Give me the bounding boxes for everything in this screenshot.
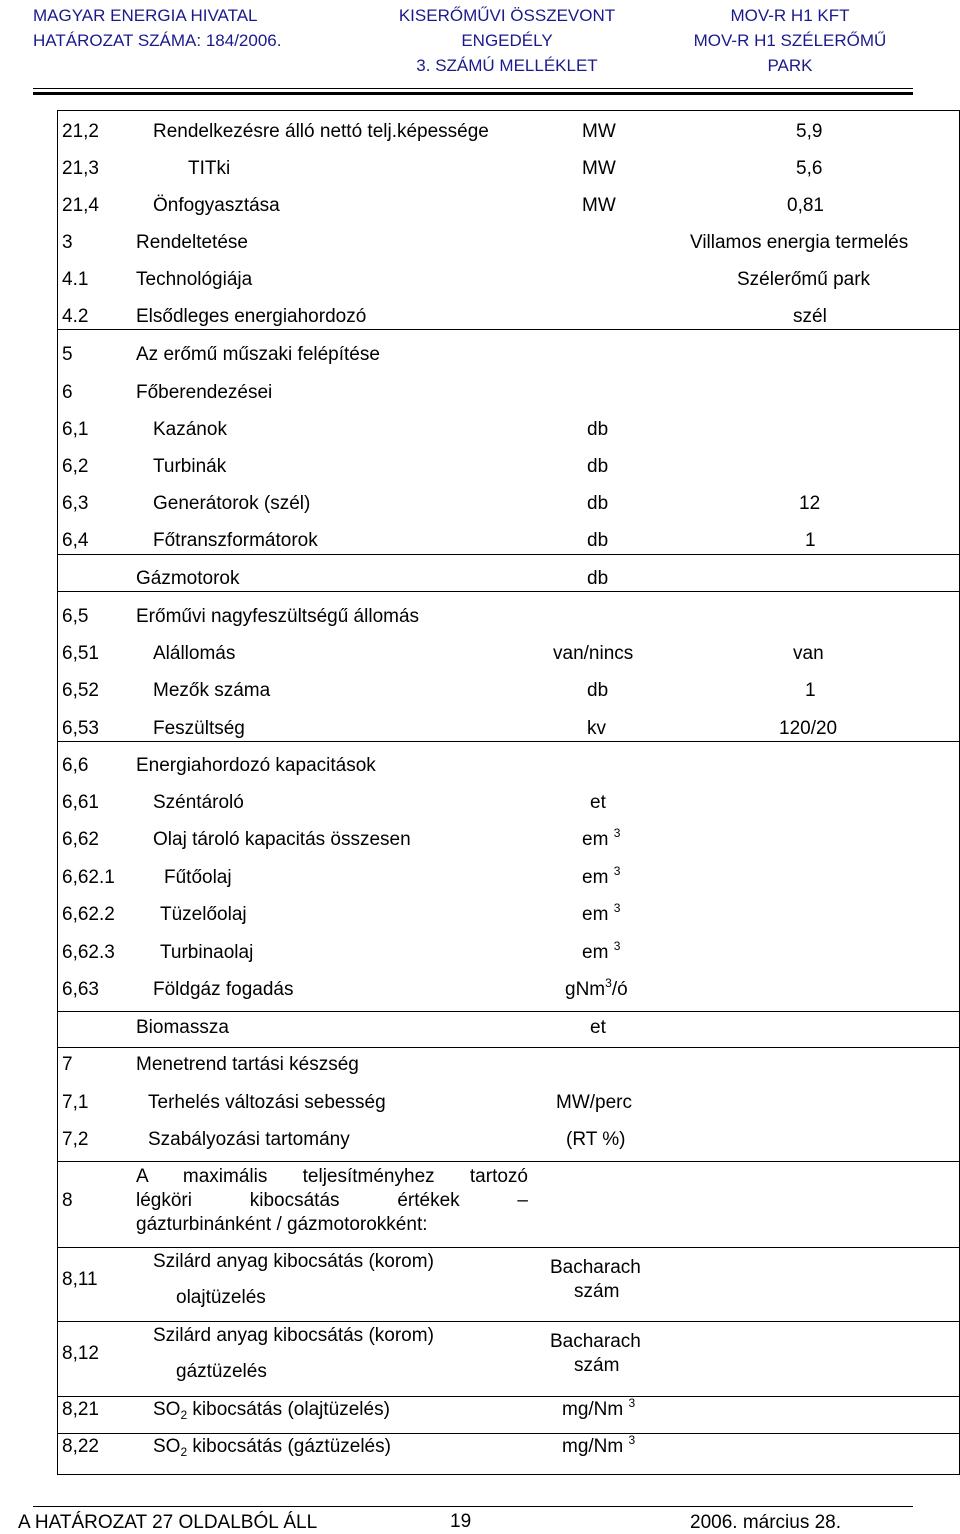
row-unit: db <box>587 568 609 589</box>
table-divider <box>57 741 960 742</box>
table-divider <box>57 329 960 330</box>
row-value: 5,9 <box>796 121 823 142</box>
row-value: van <box>793 643 824 664</box>
row-label: Széntároló <box>153 792 244 813</box>
row-label: Olaj tároló kapacitás összesen <box>153 829 411 850</box>
row-unit: db <box>587 456 609 477</box>
row-number: 7,1 <box>62 1092 89 1113</box>
row-label: Menetrend tartási készség <box>136 1054 359 1075</box>
row-number: 6,53 <box>62 718 99 739</box>
row-label: TITki <box>188 158 231 179</box>
header-authority-name: MAGYAR ENERGIA HIVATAL <box>33 6 258 25</box>
row-label: Fűtőolaj <box>164 867 232 888</box>
row-label: Főberendezései <box>136 382 273 403</box>
row-number: 8,21 <box>62 1399 99 1420</box>
row-number: 8,11 <box>62 1269 98 1290</box>
row-label: Technológiája <box>136 269 253 290</box>
row-unit: MW <box>582 121 616 142</box>
row-label: Gázmotorok <box>136 568 240 589</box>
row-label: Turbinaolaj <box>160 942 254 963</box>
table-divider <box>57 1247 960 1248</box>
row-number: 21,4 <box>62 195 99 216</box>
row-label: A maximális teljesítményhez tartozó légköri kibocsátás értékek – gázturbinánként / gázmotorokként: <box>136 1166 528 1235</box>
row-number: 6,5 <box>62 606 89 627</box>
row-label: Kazánok <box>153 419 227 440</box>
row-label: Tüzelőolaj <box>160 904 247 925</box>
row-number: 8 <box>62 1190 73 1211</box>
header-facility-name: MOV-R H1 SZÉLERŐMŰ <box>693 31 887 50</box>
row-label: $SO_2$ kibocsátás (olajtüzelés) <box>153 1399 390 1422</box>
row-number: 6,62.2 <box>62 904 115 925</box>
row-label: Földgáz fogadás <box>153 979 294 1000</box>
row-label: Elsődleges energiahordozó <box>136 306 367 327</box>
row-label: Erőművi nagyfeszültségű állomás <box>136 606 420 627</box>
row-unit: em $^3$ <box>582 901 621 925</box>
table-divider <box>57 1011 960 1012</box>
row-label: Generátorok (szél) <box>153 493 311 514</box>
header-rule-thick <box>33 92 913 95</box>
row-number: 6 <box>62 382 73 403</box>
row-number: 4.2 <box>62 306 89 327</box>
table-divider <box>57 554 960 555</box>
header-doc-line-1: KISERŐMŰVI ÖSSZEVONT <box>398 6 616 25</box>
table-divider <box>57 1047 960 1048</box>
header-company-name: MOV-R H1 KFT <box>730 6 850 25</box>
row-number: 6,52 <box>62 680 99 701</box>
row-number: 8,22 <box>62 1436 99 1457</box>
row-value: 120/20 <box>779 718 838 739</box>
row-number: 7 <box>62 1054 73 1075</box>
row-unit: kv <box>587 718 606 739</box>
row-label: Biomassza <box>136 1017 229 1038</box>
table-divider <box>57 1396 960 1397</box>
row-unit: van/nincs <box>553 643 634 664</box>
row-label: Szabályozási tartomány <box>148 1129 350 1150</box>
row-unit: MW/perc <box>556 1092 632 1113</box>
row-label: olajtüzelés <box>176 1287 266 1308</box>
table-divider <box>57 591 960 592</box>
header-company <box>670 3 910 78</box>
row-number: 6,1 <box>62 419 89 440</box>
row-unit: mg/Nm $^3$ <box>562 1396 636 1420</box>
header-authority <box>33 3 281 53</box>
row-unit: szám <box>574 1355 620 1376</box>
footer-date: 2006. március 28. <box>690 1512 842 1533</box>
header-rule-thin <box>33 88 913 89</box>
header-doc-line-2: ENGEDÉLY <box>461 31 553 50</box>
header-decision-number: HATÁROZAT SZÁMA: 184/2006. <box>33 31 282 50</box>
row-number: 8,12 <box>62 1343 99 1364</box>
row-number: 6,63 <box>62 979 99 1000</box>
row-number: 6,4 <box>62 530 89 551</box>
row-unit: mg/Nm $^3$ <box>562 1433 636 1457</box>
row-label: Főtranszformátorok <box>153 530 318 551</box>
row-label: Rendeltetése <box>136 232 248 253</box>
table-divider <box>57 1321 960 1322</box>
page-header <box>0 3 960 78</box>
row-unit: em $^3$ <box>582 939 621 963</box>
row-label: Feszültség <box>153 718 245 739</box>
row-unit: et <box>590 1017 606 1038</box>
footer-rule <box>33 1506 913 1507</box>
row-unit: szám <box>574 1281 620 1302</box>
row-number: 6,62.1 <box>62 867 115 888</box>
row-unit: Bacharach <box>550 1257 641 1278</box>
row-number: 6,62 <box>62 829 99 850</box>
row-label: Turbinák <box>153 456 227 477</box>
row-label: Rendelkezésre álló nettó telj.képessége <box>153 121 489 142</box>
row-value: 1 <box>805 530 816 551</box>
row-value: 12 <box>799 493 821 514</box>
row-unit: em $^3$ <box>582 826 621 850</box>
row-label: Szilárd anyag kibocsátás (korom) <box>153 1325 434 1346</box>
row-number: 6,62.3 <box>62 942 115 963</box>
row-value: Szélerőmű park <box>737 269 871 290</box>
row-number: 6,61 <box>62 792 99 813</box>
row-number: 7,2 <box>62 1129 89 1150</box>
row-value: 1 <box>805 680 816 701</box>
page-footer <box>18 1500 913 1534</box>
row-label: gáztüzelés <box>176 1361 267 1382</box>
row-number: 21,2 <box>62 121 99 142</box>
row-unit: db <box>587 530 609 551</box>
row-unit: gNm$^3$/ó <box>565 976 628 1000</box>
row-label: Szilárd anyag kibocsátás (korom) <box>153 1251 434 1272</box>
footer-page-count: A HATÁROZAT 27 OLDALBÓL ÁLL <box>18 1512 318 1533</box>
row-unit: MW <box>582 158 616 179</box>
table-divider <box>57 1161 960 1162</box>
row-number: 6,6 <box>62 755 89 776</box>
row-value: 0,81 <box>787 195 824 216</box>
row-number: 6,2 <box>62 456 89 477</box>
row-unit: et <box>590 792 606 813</box>
header-annex: 3. SZÁMÚ MELLÉKLET <box>416 56 598 75</box>
row-label: Energiahordozó kapacitások <box>136 755 376 776</box>
row-number: 4.1 <box>62 269 89 290</box>
row-label: $SO_2$ kibocsátás (gáztüzelés) <box>153 1436 391 1459</box>
row-unit: db <box>587 493 609 514</box>
row-number: 3 <box>62 232 73 253</box>
row-unit: (RT %) <box>566 1129 626 1150</box>
header-document-type <box>382 3 632 78</box>
row-label: Önfogyasztása <box>153 195 280 216</box>
row-unit: db <box>587 680 609 701</box>
row-number: 6,3 <box>62 493 89 514</box>
table-divider <box>57 1433 960 1434</box>
row-number: 5 <box>62 344 73 365</box>
row-label: Mezők száma <box>153 680 271 701</box>
row-unit: db <box>587 419 609 440</box>
row-number: 6,51 <box>62 643 99 664</box>
row-value: szél <box>793 306 827 327</box>
row-value: 5,6 <box>796 158 823 179</box>
row-label: Terhelés változási sebesség <box>148 1092 386 1113</box>
header-facility-name-cont: PARK <box>767 56 813 75</box>
row-label: Alállomás <box>153 643 236 664</box>
footer-page-number: 19 <box>450 1511 472 1532</box>
row-unit: MW <box>582 195 616 216</box>
row-number: 21,3 <box>62 158 99 179</box>
row-unit: Bacharach <box>550 1331 641 1352</box>
row-label: Az erőmű műszaki felépítése <box>136 344 380 365</box>
row-unit: em $^3$ <box>582 864 621 888</box>
row-value: Villamos energia termelés <box>690 232 909 253</box>
